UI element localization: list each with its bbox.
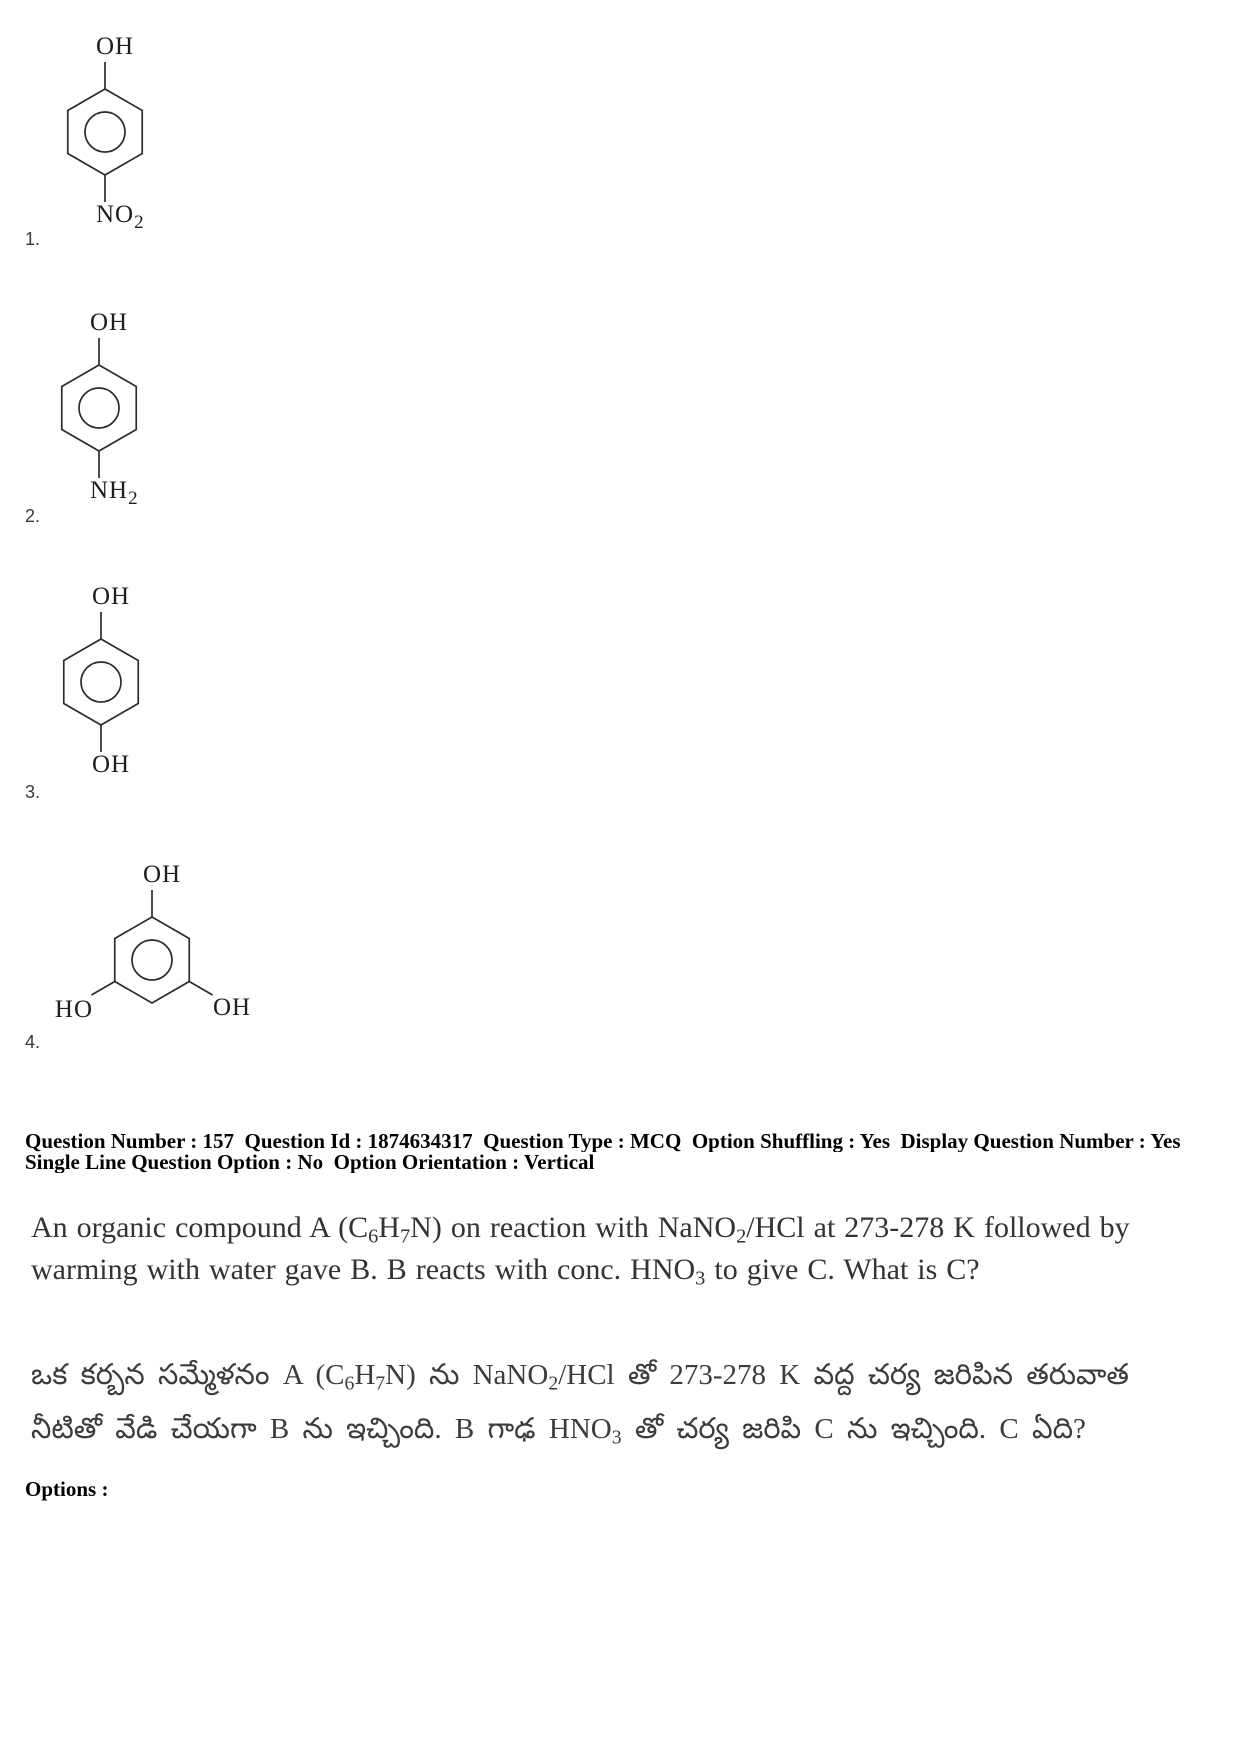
meta-item-option-shuffling: Option Shuffling : Yes	[691, 1131, 890, 1152]
text-segment: warming with water gave B. B reacts with conc. HNO	[31, 1253, 696, 1286]
option-structures	[0, 0, 300, 1070]
substituent-right	[213, 994, 251, 1021]
subscript: 7	[375, 1372, 386, 1395]
benzene-ring	[62, 365, 136, 451]
substituent-bottom	[96, 201, 145, 233]
option-4	[25, 861, 251, 1052]
substituent-text: OH	[92, 583, 131, 610]
option-3	[25, 583, 138, 802]
subscript: 3	[611, 1426, 622, 1449]
substituent-bottom	[90, 477, 139, 509]
question-english-line-1	[31, 1207, 1130, 1249]
subscript: 6	[344, 1372, 355, 1395]
option-2	[25, 309, 139, 526]
text-segment: నీటితో వేడి చేయగా B ను ఇచ్చింది. B గాఢ HNO	[31, 1413, 612, 1445]
text-segment: N) ను NaNO	[385, 1359, 549, 1391]
question-telugu-line-2	[31, 1402, 1086, 1456]
option-number: 1.	[25, 229, 41, 249]
aromatic-ring-circle	[132, 940, 172, 980]
question-meta-line-2	[25, 1152, 594, 1173]
bond-line-lower-left	[91, 982, 114, 996]
text-segment: తో చర్య జరిపి C ను ఇచ్చింది. C ఏది?	[621, 1413, 1086, 1445]
text-segment: /HCl తో 273-278 K వద్ద చర్య జరిపిన తరువాత	[558, 1359, 1129, 1391]
question-telugu-line-1	[31, 1348, 1129, 1402]
substituent-left	[55, 996, 93, 1023]
substituent-bottom	[92, 751, 130, 778]
question-english-line-2	[31, 1249, 980, 1291]
substituent-top	[96, 33, 134, 60]
substituent-text: OH	[213, 994, 252, 1021]
text-segment: /HCl at 273-278 K followed by	[746, 1211, 1130, 1244]
options-heading: Options :	[25, 1477, 109, 1501]
subscript: 6	[368, 1225, 379, 1248]
benzene-ring	[115, 917, 189, 1003]
text-segment: ఒక కర్బన సమ్మేళనం A (C	[31, 1359, 345, 1391]
meta-item-option-orientation: Option Orientation : Vertical	[333, 1152, 595, 1173]
option-number: 2.	[25, 506, 41, 526]
substituent-text: OH	[143, 861, 182, 888]
substituent-text: OH	[90, 309, 129, 336]
substituent-text: OH	[92, 751, 131, 778]
subscript: 7	[399, 1225, 411, 1248]
subscript: 2	[736, 1225, 747, 1248]
subscript: 2	[548, 1372, 559, 1395]
meta-item-single-line-option: Single Line Question Option : No	[25, 1152, 324, 1173]
text-segment: An organic compound A (C	[31, 1211, 369, 1244]
option-1	[25, 33, 145, 249]
text-segment: to give C. What is C?	[705, 1253, 980, 1286]
substituent-top	[143, 861, 181, 888]
benzene-ring	[64, 639, 138, 725]
substituent-top	[90, 309, 128, 336]
substituent-subscript: 2	[128, 488, 139, 509]
substituent-text: NO	[96, 201, 135, 228]
aromatic-ring-circle	[79, 388, 119, 428]
option-number: 4.	[25, 1032, 41, 1052]
substituent-text: OH	[96, 33, 135, 60]
substituent-top	[92, 583, 130, 610]
meta-item-display-question-number: Display Question Number : Yes	[900, 1131, 1181, 1152]
bond-line-lower-right	[189, 982, 212, 996]
substituent-text: NH	[90, 477, 129, 504]
substituent-text: HO	[54, 996, 93, 1023]
meta-item-question-number: Question Number : 157	[25, 1131, 235, 1152]
text-segment: H	[354, 1359, 376, 1391]
meta-item-question-id: Question Id : 1874634317	[244, 1131, 473, 1152]
option-number: 3.	[25, 782, 41, 802]
text-segment: H	[378, 1211, 400, 1244]
aromatic-ring-circle	[85, 112, 125, 152]
question-meta-line-1	[25, 1131, 1181, 1152]
aromatic-ring-circle	[81, 662, 121, 702]
substituent-subscript: 2	[134, 212, 145, 233]
text-segment: N) on reaction with NaNO	[410, 1211, 737, 1244]
meta-item-question-type: Question Type : MCQ	[483, 1131, 682, 1152]
subscript: 3	[695, 1267, 706, 1290]
benzene-ring	[68, 89, 142, 175]
